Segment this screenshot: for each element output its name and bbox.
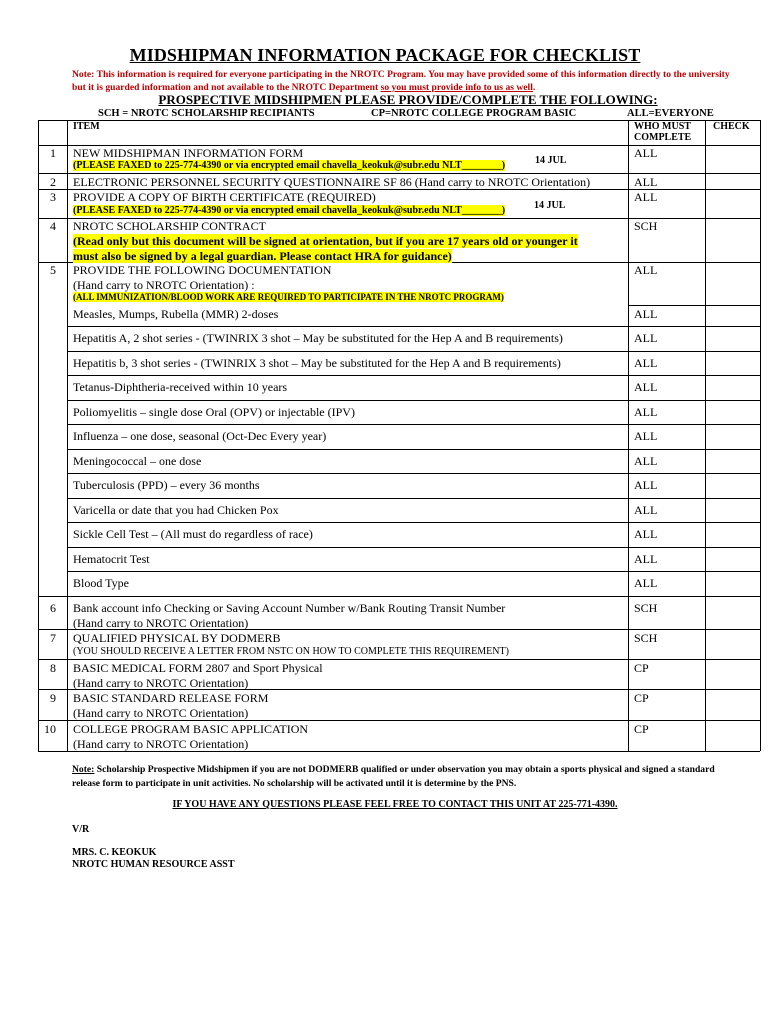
row-7-who: SCH (634, 631, 658, 645)
list-item-who: ALL (634, 331, 658, 345)
row-number: 6 (50, 601, 56, 615)
list-item-who: ALL (634, 454, 658, 468)
row-2-who: ALL (634, 175, 658, 189)
row-5-hand-carry: (Hand carry to NROTC Orientation) : (73, 278, 255, 292)
list-item: Poliomyelitis – single dose Oral (OPV) or injectable (IPV) (73, 405, 355, 419)
col-header-item: ITEM (73, 121, 100, 132)
top-note: Note: This information is required for everyone participating in the NROTC Program. You may have provided some of this information directly to the university but it is guarded information and not available to the NROTC Department so you must provide info to us as well. (72, 69, 730, 93)
list-item-who: ALL (634, 380, 658, 394)
row-3-who: ALL (634, 190, 658, 204)
contact-line: IF YOU HAVE ANY QUESTIONS PLEASE FEEL FREE TO CONTACT THIS UNIT AT 225-771-4390. (172, 799, 618, 810)
row-5-who: ALL (634, 263, 658, 277)
row-number: 9 (50, 691, 56, 705)
row-7-note: (YOU SHOULD RECEIVE A LETTER FROM NSTC ON HOW TO COMPLETE THIS REQUIREMENT) (73, 646, 509, 657)
row-5-immunization-note: (ALL IMMUNIZATION/BLOOD WORK ARE REQUIRED TO PARTICIPATE IN THE NROTC PROGRAM) (73, 292, 504, 302)
row-6-hand-carry: (Hand carry to NROTC Orientation) (73, 616, 249, 630)
row-1-title: NEW MIDSHIPMAN INFORMATION FORM (73, 146, 304, 160)
signature-role: NROTC HUMAN RESOURCE ASST (72, 859, 235, 870)
row-8-who: CP (634, 661, 649, 675)
row-5-title: PROVIDE THE FOLLOWING DOCUMENTATION (73, 263, 332, 277)
subtitle: PROSPECTIVE MIDSHIPMEN PLEASE PROVIDE/COMPLETE THE FOLLOWING: (158, 92, 658, 107)
row-9-hand-carry: (Hand carry to NROTC Orientation) (73, 706, 249, 720)
row-2-title: ELECTRONIC PERSONNEL SECURITY QUESTIONNAIRE SF 86 (Hand carry to NROTC Orientation) (73, 175, 591, 189)
row-1-nlt-date: 14 JUL (535, 155, 567, 166)
legend-sch: SCH = NROTC SCHOLARSHIP RECIPIANTS (98, 108, 315, 119)
signature-name: MRS. C. KEOKUK (72, 847, 157, 858)
list-item: Meningococcal – one dose (73, 454, 202, 468)
row-8-title: BASIC MEDICAL FORM 2807 and Sport Physical (73, 661, 323, 675)
col-header-who-must: WHO MUST (634, 121, 691, 132)
row-10-title: COLLEGE PROGRAM BASIC APPLICATION (73, 722, 309, 736)
row-3-fax-note: (PLEASE FAXED to 225-774-4390 or via encrypted email chavella_keokuk@subr.edu NLT________) (73, 205, 506, 216)
list-item: Sickle Cell Test – (All must do regardless of race) (73, 527, 313, 541)
list-item-who: ALL (634, 429, 658, 443)
row-number: 3 (50, 190, 56, 204)
list-item-who: ALL (634, 552, 658, 566)
row-number: 8 (50, 661, 56, 675)
page-title: MIDSHIPMAN INFORMATION PACKAGE FOR CHECKLIST (129, 45, 641, 65)
top-note-underlined: so you must provide info to us as well (380, 82, 533, 93)
list-item-who: ALL (634, 356, 658, 370)
row-1-fax-note: (PLEASE FAXED to 225-774-4390 or via encrypted email chavella_keokuk@subr.edu NLT________) (73, 160, 506, 171)
list-item: Influenza – one dose, seasonal (Oct-Dec Every year) (73, 429, 327, 443)
col-header-complete: COMPLETE (634, 132, 692, 143)
footnote-text: Scholarship Prospective Midshipmen if you are not DODMERB qualified or under observation you may obtain a sports physical and signed a standard release form to participate in unit activities. No scholarship will be activated until it is determine by the PNS. (72, 764, 715, 789)
row-3-title: PROVIDE A COPY OF BIRTH CERTIFICATE (REQUIRED) (73, 190, 376, 204)
row-9-who: CP (634, 691, 649, 705)
row-4-title: NROTC SCHOLARSHIP CONTRACT (73, 219, 266, 233)
row-4-note-line1: (Read only but this document will be signed at orientation, but if you are 17 years old or younger it (73, 234, 578, 248)
row-7-title: QUALIFIED PHYSICAL BY DODMERB (73, 631, 281, 645)
signature-vr: V/R (72, 824, 90, 835)
legend-all: ALL=EVERYONE (627, 108, 714, 119)
row-4-note-line2: must also be signed by a legal guardian. Please contact HRA for guidance) (73, 249, 452, 263)
list-item: Tuberculosis (PPD) – every 36 months (73, 478, 260, 492)
footnote (72, 763, 722, 791)
row-1-who: ALL (634, 146, 658, 160)
row-9-title: BASIC STANDARD RELEASE FORM (73, 691, 269, 705)
list-item-who: ALL (634, 527, 658, 541)
list-item: Measles, Mumps, Rubella (MMR) 2-doses (73, 307, 279, 321)
row-10-who: CP (634, 722, 649, 736)
row-number: 2 (50, 175, 56, 189)
footnote-label: Note: (72, 764, 95, 775)
row-number: 7 (50, 631, 56, 645)
list-item: Tetanus-Diphtheria-received within 10 years (73, 380, 288, 394)
list-item-who: ALL (634, 576, 658, 590)
list-item: Hematocrit Test (73, 552, 150, 566)
list-item-who: ALL (634, 405, 658, 419)
row-8-hand-carry: (Hand carry to NROTC Orientation) (73, 676, 249, 690)
row-number: 5 (50, 263, 56, 277)
col-header-check: CHECK (713, 121, 750, 132)
list-item: Hepatitis A, 2 shot series - (TWINRIX 3 shot – May be substituted for the Hep A and B requirements) (73, 331, 563, 345)
list-item: Varicella or date that you had Chicken Pox (73, 503, 279, 517)
row-3-nlt-date: 14 JUL (534, 200, 566, 211)
list-item: Hepatitis b, 3 shot series - (TWINRIX 3 shot – May be substituted for the Hep A and B requirements) (73, 356, 561, 370)
list-item-who: ALL (634, 478, 658, 492)
row-number: 1 (50, 146, 56, 160)
row-number: 4 (50, 219, 56, 233)
top-note-text: Note: This information is required for everyone participating in the NROTC Program. You may have provided some of this information directly to the university but it is guarded information and not available to the NROTC Department (72, 69, 730, 93)
list-item-who: ALL (634, 503, 658, 517)
row-4-who: SCH (634, 219, 658, 233)
row-number: 10 (44, 722, 56, 736)
row-6-who: SCH (634, 601, 658, 615)
legend-cp: CP=NROTC COLLEGE PROGRAM BASIC (371, 108, 577, 119)
row-6-title: Bank account info Checking or Saving Account Number w/Bank Routing Transit Number (73, 601, 506, 615)
row-10-hand-carry: (Hand carry to NROTC Orientation) (73, 737, 249, 751)
list-item-who: ALL (634, 307, 658, 321)
list-item: Blood Type (73, 576, 129, 590)
